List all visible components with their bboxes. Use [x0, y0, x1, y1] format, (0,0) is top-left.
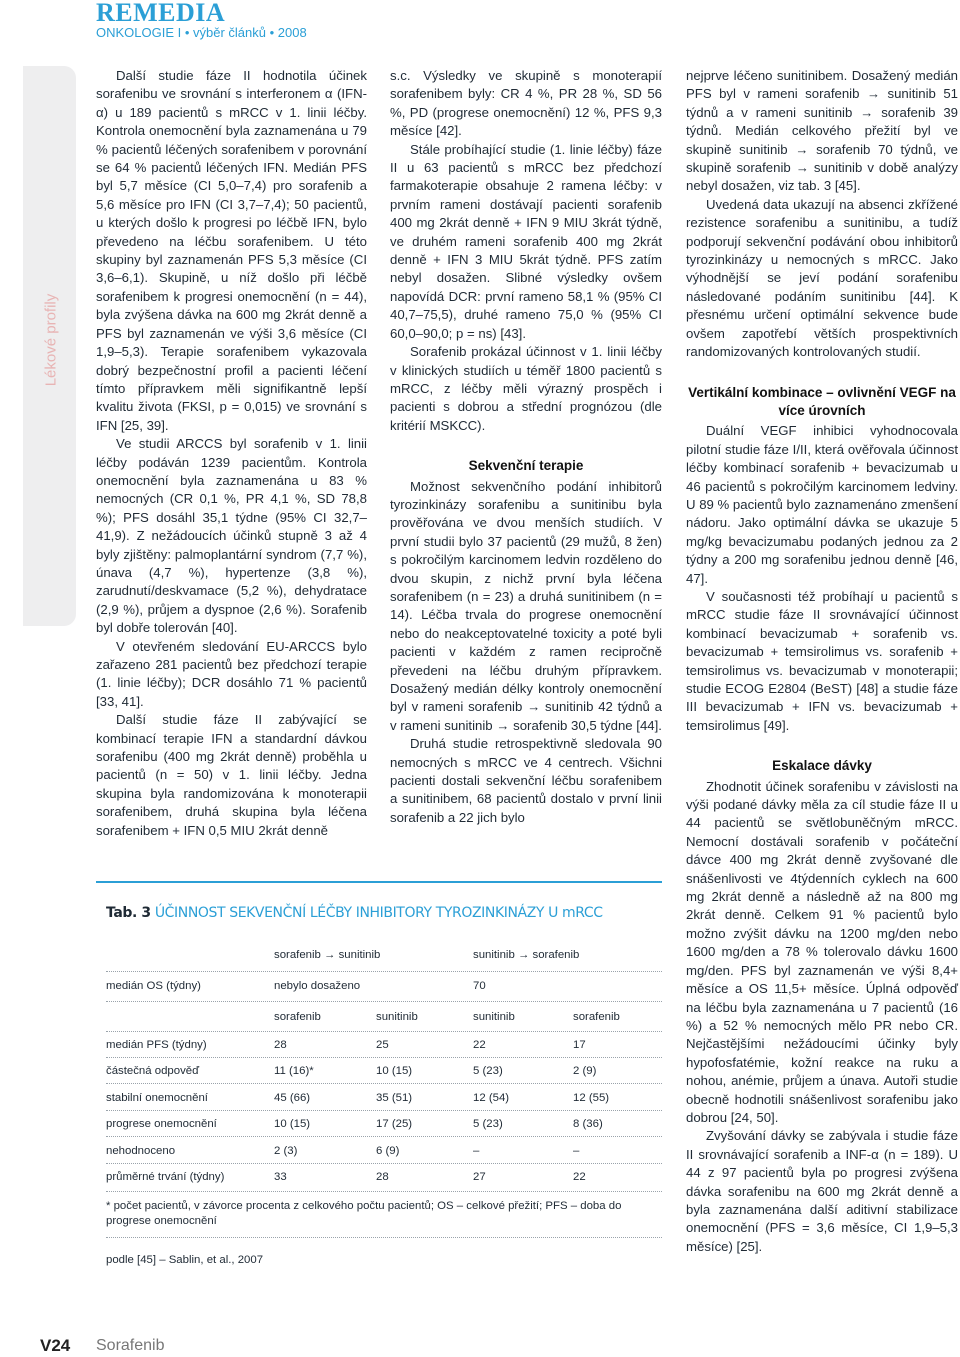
- table-cell: 28: [376, 1171, 389, 1183]
- table-source: podle [45] – Sablin, et al., 2007: [106, 1254, 264, 1266]
- table-cell: 22: [473, 1039, 486, 1051]
- row-divider: [106, 1083, 662, 1084]
- row-label: nehodnoceno: [106, 1145, 176, 1157]
- table-cell: 25: [376, 1039, 389, 1051]
- paragraph: s.c. Výsledky ve skupině s monoterapií sorafenibem byly: CR 4 %, PR 28 %, SD 56 %, PD (progrese onemocnění) 12 %, PFS 9,3 měsíce [42].: [390, 68, 662, 139]
- table-cell: 5 (23): [473, 1065, 503, 1077]
- row-label: průměrné trvání (týdny): [106, 1171, 225, 1183]
- group-header: sorafenib → sunitinib: [274, 949, 381, 961]
- row-divider: [106, 971, 662, 972]
- table-cell: 27: [473, 1171, 486, 1183]
- table-cell: 11 (16)*: [274, 1065, 314, 1077]
- paragraph: Druhá studie retrospektivně sledovala 90 nemocných s mRCC ve 4 centrech. Všichni pacienti dostali sekvenční léčbu sorafenibem a sunitinibem, 68 pacientů dostalo v první linii sorafenib a 22 jich bylo: [390, 736, 662, 825]
- table-cell: 17: [573, 1039, 586, 1051]
- section-heading: Sekvenční terapie: [468, 458, 584, 474]
- row-divider: [106, 1237, 662, 1238]
- journal-subtitle: ONKOLOGIE I • výběr článků • 2008: [96, 25, 307, 40]
- table-cell: 8 (36): [573, 1118, 603, 1130]
- table-number: Tab. 3: [106, 905, 151, 921]
- table-footnote: * počet pacientů, v závorce procenta z celkového počtu pacientů; OS – celkové přežití; PFS – doba do progrese onemocnění: [106, 1200, 622, 1227]
- table-cell: 70: [473, 980, 486, 992]
- table-cell: 6 (9): [376, 1145, 400, 1157]
- subheader: sunitinib: [473, 1011, 515, 1023]
- row-divider: [106, 1031, 662, 1032]
- paragraph: Zhodnotit účinek sorafenibu v závislosti na výši podané dávky měla za cíl studie fáze II u 44 pacientů se světlobuněčným mRCC. Nemocní dostávali sorafenib v počáteční dávce 400 mg 2krát denně zvyšované dle snášenlivosti ve 4týdenních cyklech na 600 mg 2krát denně a následně až na 800 mg 2krát denně. Celkem 91 % pacientů bylo možno zvýšit dávku na 1200 mg/den nebo 1600 mg/den a 78 % tolerovalo dávku 1600 mg/den. PFS byl zaznamenán ve výši 8,4+ měsíce a OS 11,5+ měsíce. Úplná odpověď na léčbu byla zaznamenána u 7 pacientů (16 %) a 52 % nemocných mělo PR nebo CR. Nejčastějšími nežádoucími účinky byly hypofosfatémie, kožní reakce na ruku a nohou, anémie, průjem a únava. Autoři studie obecně hodnotili snášenlivost sorafenibu jako dobrou [24, 50].: [686, 778, 958, 1125]
- row-divider: [106, 1110, 662, 1111]
- table-cell: 45 (66): [274, 1092, 311, 1104]
- results-table: [96, 881, 662, 1286]
- row-divider: [106, 1001, 662, 1002]
- table-cell: 10 (15): [376, 1065, 413, 1077]
- table-cell: 28: [274, 1039, 287, 1051]
- table-cell: –: [473, 1145, 480, 1157]
- table-cell: 12 (54): [473, 1092, 510, 1104]
- section-label: Lékové profily: [42, 293, 60, 387]
- row-divider: [106, 1163, 662, 1164]
- paragraph: nejprve léčeno sunitinibem. Dosažený medián PFS byl v rameni sorafenib → sunitinib 51 týdnů a v rameni sunitinib → sorafenib 39 týdnů. Medián celkového přežití byl ve skupině sunitinib → sorafenib 70 týdnů, ve skupině sorafenib → sunitinib v době analýzy nebyl dosažen, viz tab. 3 [45].: [686, 68, 958, 194]
- table-cell: 33: [274, 1171, 287, 1183]
- paragraph: Možnost sekvenčního podání inhibitorů tyrozinkinázy sorafenibu a sunitinibu byla prověřována ve dvou menších studiích. V první studii bylo 37 pacientů (29 mužů, 8 žen) s pokročilým karcinomem ledvin rozděleno do dvou skupin, z nichž první byla léčena sorafenibem (n = 23) a druhá sunitinibem (n = 14). Léčba trvala do progrese onemocnění nebo do neakceptovatelné toxicity a poté byli pacienti v každém z ramen recipročně převedeni na léčbu druhým přípravkem. Dosažený medián délky kontroly onemocnění byl v rameni sorafenib → sunitinib 42 týdnů a v rameni sunitinib → sorafenib 30,5 týdne [44].: [390, 478, 662, 733]
- subheader: sorafenib: [573, 1011, 620, 1023]
- row-label: medián OS (týdny): [106, 980, 201, 992]
- table-title: ÚČINNOST SEKVENČNÍ LÉČBY INHIBITORY TYROZINKINÁZY U mRCC: [154, 905, 603, 921]
- paragraph: V současnosti též probíhají u pacientů s mRCC studie fáze II srovnávající účinnost kombinací bevacizumab + sorafenib vs. bevacizumab + temsirolimus vs. sorafenib + temsirolimus vs. bevacizumab v monoterapii; studie ECOG E2804 (BeST) [48] a studie fáze III bevacizumab + IFN vs. bevacizumab + temsirolimus [49].: [686, 588, 958, 733]
- table-cell: 2 (9): [573, 1065, 597, 1077]
- section-heading: Vertikální kombinace – ovlivnění VEGF na více úrovních: [688, 384, 956, 418]
- row-label: medián PFS (týdny): [106, 1039, 207, 1051]
- table-cell: 2 (3): [274, 1145, 298, 1157]
- paragraph: Duální VEGF inhibici vyhodnocovala pilotní studie fáze I/II, která ověřovala účinnost léčby kombinací sorafenib + bevacizumab u 46 pacientů s pokročilým karcinomem ledviny. U 89 % pacientů bylo zaznamenáno zmenšení nádoru. Jako optimální dávka se ukazuje 5 mg/kg bevacizumabu podaných jednou za 2 týdny a 200 mg sorafenibu jednou denně [46, 47].: [686, 423, 958, 586]
- section-heading: Eskalace dávky: [772, 758, 872, 774]
- table-cell: –: [573, 1145, 580, 1157]
- running-title: Sorafenib: [96, 1337, 165, 1354]
- paragraph: Další studie fáze II zabývající se kombinací terapie IFN a standardní dávkou sorafenibu (400 mg 2krát denně) proběhla u pacientů (n = 50) v 1. linii léčby. Jedna skupina byla randomizována k monoterapii sorafenibem, druhá skupina byla léčena sorafenibem + IFN 0,5 MIU 2krát denně: [96, 712, 367, 838]
- paragraph: Sorafenib prokázal účinnost v 1. linii léčby v klinických studiích u téměř 1800 pacientů s mRCC, z léčby měli výrazný prospěch i pacienti s dobrou a střední prognózou (dle kritérií MSKCC).: [390, 344, 662, 433]
- table-cell: 35 (51): [376, 1092, 413, 1104]
- table-cell: 17 (25): [376, 1118, 413, 1130]
- table-cell: 5 (23): [473, 1118, 503, 1130]
- subheader: sunitinib: [376, 1011, 418, 1023]
- table-cell: nebylo dosaženo: [274, 980, 361, 992]
- brand-logo: REMEDIA: [96, 0, 226, 27]
- text-column-3: [686, 67, 958, 1256]
- row-divider: [106, 1136, 662, 1137]
- paragraph: Uvedená data ukazují na absenci zkřížené rezistence sorafenibu a sunitinibu, a tudíž podporují sekvenční podávání obou inhibitorů tyrozinkinázy u nemocných s mRCC. Jako výhodnější se jeví podání sorafenibu následované podáním sunitinibu [44]. K přesnému určení optimální sekvence bude ovšem zapotřebí větších prospektivních randomizovaných kontrolovaných studií.: [686, 196, 958, 360]
- paragraph: V otevřeném sledování EU-ARCCS bylo zařazeno 281 pacientů bez předchozí terapie (1. linie léčby); DCR dosáhlo 71 % pacientů [33, 41].: [96, 638, 367, 709]
- paragraph: Další studie fáze II hodnotila účinek sorafenibu ve srovnání s interferonem α (IFN-α) u 189 pacientů s mRCC v 1. linii léčby. Kontrola onemocnění byla zaznamenána u 79 % pacientů léčených sorafenibem v porovnání se 64 % pacientů léčených IFN. Medián PFS byl 5,7 měsíce (CI 5,0–7,4) pro sorafenib a 5,6 měsíce pro IFN (CI 3,7–7,4); 50 pacientů, u kterých došlo k progresi po léčbě IFN, bylo převedeno na léčbu sorafenibem. U této skupiny byl zaznamenán PFS 5,3 měsíce (CI 3,6–6,1). Skupině, u níž došlo při léčbě sorafenibem k progresi onemocnění (n = 44), byla zvýšena dávka na 600 mg 2krát denně a PFS byl zaznamenán ve výši 3,6 měsíce (CI 1,9–5,3). Terapie sorafenibem vykazovala dobrý bezpečnostní profil a pacienti léčení tímto přípravkem měli signifikantně lepší kvalitu života (FKSI, p = 0,015) ve srovnání s IFN [25, 39].: [96, 68, 367, 433]
- subheader: sorafenib: [274, 1011, 321, 1023]
- group-header: sunitinib → sorafenib: [473, 949, 580, 961]
- row-label: stabilní onemocnění: [106, 1092, 208, 1104]
- text-column-1: [96, 67, 367, 840]
- table-cell: 10 (15): [274, 1118, 311, 1130]
- table-top-rule: [96, 881, 662, 903]
- row-label: progrese onemocnění: [106, 1118, 217, 1130]
- page-number: V24: [40, 1336, 71, 1355]
- text-column-2: [390, 67, 662, 827]
- paragraph: Zvyšování dávky se zabývala i studie fáze II srovnávající sorafenib a INF-α (n = 189). U 44 z 97 pacientů byla po progresi zvýšena dávka sorafenibu na 600 mg 2krát denně a byla zaznamenána další aditivní stabilizace onemocnění (PFS = 3,6 měsíce, CI 1,9–5,3 měsíce) [25].: [686, 1128, 958, 1254]
- table-cell: 22: [573, 1171, 586, 1183]
- row-divider: [106, 1191, 662, 1192]
- row-divider: [106, 1057, 662, 1058]
- table-caption: [106, 905, 603, 921]
- paragraph: Ve studii ARCCS byl sorafenib v 1. linii léčby podáván 1239 pacientům. Kontrola onemocnění byla zaznamenána u 83 % nemocných (CR 0,1 %, PR 4,1 %, SD 78,8 %); PFS dosáhl 35,1 týdne (95% CI 32,7–41,9). Z nežádoucích účinků stupně 3 až 4 byly zjištěny: palmoplantární syndrom (7,7 %), únava (4,7 %), hypertenze (3,8 %), zarudnutí/deskvamace (5,2 %), dehydratace (2,9 %), průjem a dyspnoe (2,6 %). Sorafenib byl dobře tolerován [40].: [96, 436, 367, 636]
- table-cell: 12 (55): [573, 1092, 610, 1104]
- row-label: částečná odpověď: [106, 1065, 200, 1077]
- paragraph: Stále probíhající studie (1. linie léčby) fáze II u 63 pacientů s mRCC bez předchozí farmakoterapie obsahuje 2 ramena léčby: v prvním rameni dostávají pacienti sorafenib 400 mg 2krát denně + IFN 9 MIU 3krát týdně, ve druhém rameni sorafenib 400 mg 2krát denně + IFN 3 MIU 5krát týdně. PFS zatím nebyl dosažen. Slibné výsledky ovšem napovídá DCR: první rameno 58,1 % (95% CI 40,7–75,5), druhé rameno 75,0 % (95% CI 60,0–90,0; p = ns) [43].: [390, 141, 662, 341]
